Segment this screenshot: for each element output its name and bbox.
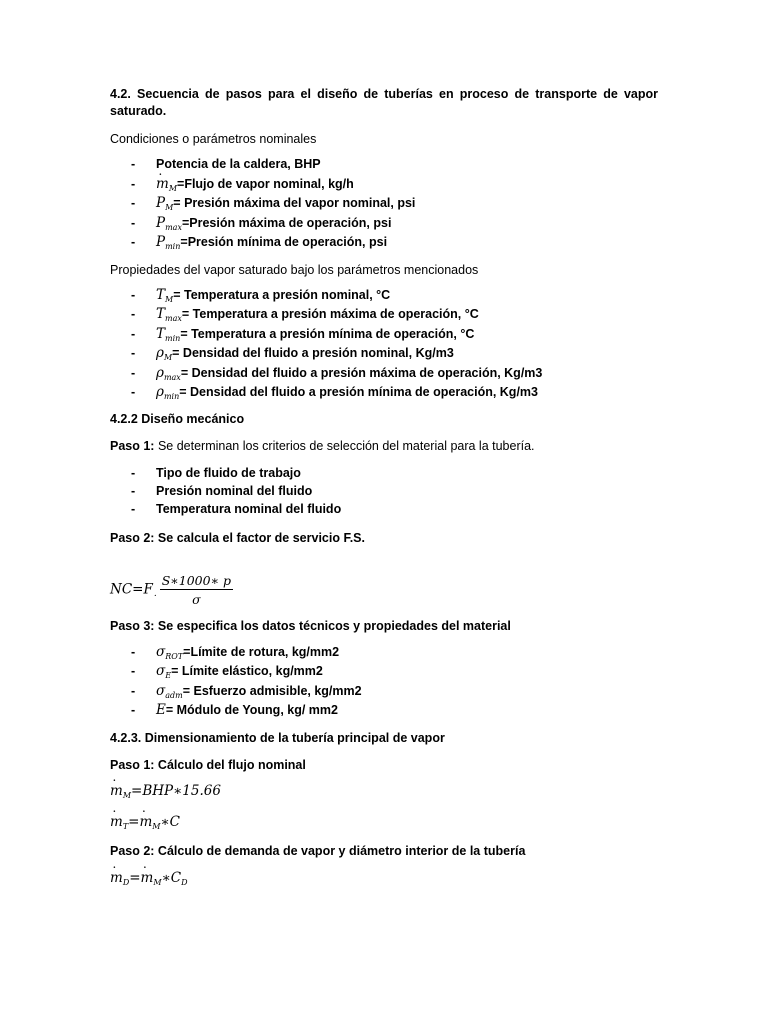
list-item: - $T_M=$ Temperatura a presión nominal, °C bbox=[131, 286, 391, 304]
list-item: - Tipo de fluido de trabajo bbox=[131, 465, 301, 480]
eq-nc-numerator: S∗1000∗ p bbox=[161, 572, 232, 588]
dim-heading: 4.2.3. Dimensionamiento de la tubería principal de vapor bbox=[110, 730, 445, 745]
criteria-list bbox=[110, 464, 658, 518]
paso3: Paso 3: Se especifica los datos técnicos y propiedades del material bbox=[110, 618, 511, 633]
paso1-label: Paso 1: bbox=[110, 438, 155, 453]
props-list bbox=[110, 286, 658, 403]
mech-heading: 4.2.2 Diseño mecánico bbox=[110, 411, 245, 426]
list-item: - $\sigma_{ROT}=Límite$ de rotura, kg/mm2 bbox=[131, 643, 340, 661]
material-list bbox=[110, 643, 658, 721]
list-item: - $T_{max}=$ Temperatura a presión máxima de operación, °C bbox=[131, 306, 479, 323]
eq-nc-denominator: σ bbox=[192, 591, 201, 607]
equation-flujo-nominal: ˙ $m_M=BHP∗15.66$ bbox=[110, 783, 658, 803]
equation-demanda: ˙ $m_D=˙$ $m_M∗C_D$ bbox=[110, 870, 658, 890]
list-item: - $\sigma_{adm}=$ Esfuerzo admisible, kg/mm2 bbox=[131, 682, 362, 700]
nominal-heading: Condiciones o parámetros nominales bbox=[110, 132, 317, 146]
nominal-list bbox=[110, 155, 658, 253]
list-item: - Temperatura nominal del fluido bbox=[131, 501, 342, 516]
props-heading: Propiedades del vapor saturado bajo los parámetros mencionados bbox=[110, 262, 479, 277]
section-title: 4.2. Secuencia de pasos para el diseño de tuberías en proceso de transporte de vapor saturado. bbox=[110, 87, 658, 118]
equation-flujo-total: ˙ $m_T=˙$ $m_M∗C$ bbox=[110, 814, 658, 834]
dim-paso2: Paso 2: Cálculo de demanda de vapor y diámetro interior de la tubería bbox=[110, 843, 526, 858]
list-item: - $\rho_M=$ Densidad del fluido a presión nominal, Kg/m3 bbox=[131, 345, 454, 362]
list-item: - $P_{max}=Presión$ máxima de operación, psi bbox=[131, 214, 392, 232]
list-item: - $P_{min}=Presión$ mínima de operación, psi bbox=[131, 234, 388, 251]
list-item: - Potencia de la caldera, BHP bbox=[131, 157, 321, 171]
document-page bbox=[110, 86, 658, 890]
list-item: - Presión nominal del fluido bbox=[131, 483, 313, 498]
list-item: - $\sigma_E=$ Límite elástico, kg/mm2 bbox=[131, 663, 323, 680]
dim-paso1: Paso 1: Cálculo del flujo nominal bbox=[110, 757, 306, 772]
paso1 bbox=[110, 438, 658, 455]
paso1-text: Se determinan los criterios de selección del material para la tubería. bbox=[154, 438, 535, 453]
eq-nc-fraction bbox=[160, 573, 233, 607]
equation-nc bbox=[110, 573, 658, 613]
list-item: - $\rho_{max}=$ Densidad del fluido a presión máxima de operación, Kg/m3 bbox=[131, 364, 543, 382]
list-item: - ˙ $m_M=Flujo$ de vapor nominal, kg/h bbox=[110, 175, 658, 195]
list-item: - $\rho_{min}=$ Densidad del fluido a presión mínima de operación, Kg/m3 bbox=[131, 384, 538, 401]
list-item: - E= Módulo de Young, kg/ mm2 bbox=[131, 702, 338, 718]
eq-nc-lhs: NC=F bbox=[110, 581, 153, 597]
eq-nc-dot: . bbox=[153, 589, 157, 599]
list-item: - $P_M=$ Presión máxima del vapor nominal, psi bbox=[131, 195, 416, 212]
list-item: - $T_{min}=$ Temperatura a presión mínima de operación, °C bbox=[131, 325, 475, 343]
paso2: Paso 2: Se calcula el factor de servicio F.S. bbox=[110, 530, 365, 545]
